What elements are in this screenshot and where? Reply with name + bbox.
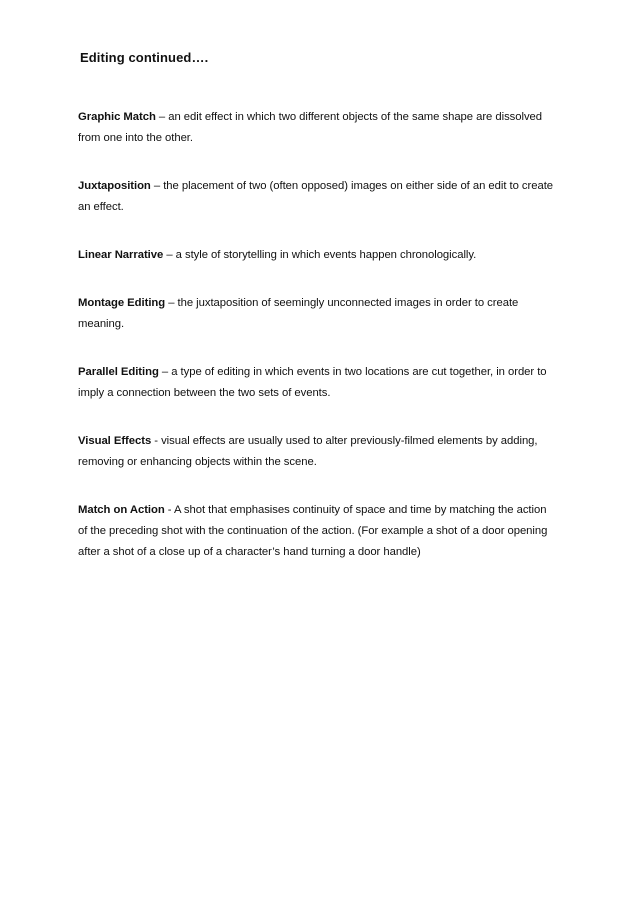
glossary-separator: – <box>158 366 172 378</box>
glossary-definition: A shot that emphasises continuity of space and time by matching the action of the preceding shot with the continuation of the action. (For example a shot of a door opening after a shot of a close up of a character’s hand turning a door handle) <box>78 504 548 558</box>
glossary-entry-montage-editing <box>78 293 558 335</box>
glossary-entry-match-on-action <box>78 500 558 563</box>
glossary-separator: – <box>150 180 164 192</box>
glossary-definition: a style of storytelling in which events happen chronologically. <box>175 249 477 261</box>
glossary-separator: - <box>164 504 174 516</box>
glossary-definition: a type of editing in which events in two locations are cut together, in order to imply a connection between the two sets of events. <box>78 366 547 399</box>
glossary-term: Linear Narrative <box>78 249 164 261</box>
glossary-separator: – <box>165 297 178 309</box>
glossary-definition: the juxtaposition of seemingly unconnected images in order to create meaning. <box>78 297 519 330</box>
glossary-definition: visual effects are usually used to alter previously-filmed elements by adding, removing or enhancing objects within the scene. <box>78 435 538 468</box>
glossary-entry-graphic-match <box>78 107 558 149</box>
glossary-definition: an edit effect in which two different objects of the same shape are dissolved from one into the other. <box>78 111 543 144</box>
glossary-entry-linear-narrative <box>78 245 558 266</box>
page-title: Editing continued…. <box>80 50 209 65</box>
glossary-list <box>78 107 558 590</box>
glossary-separator: - <box>151 435 162 447</box>
glossary-definition: the placement of two (often opposed) images on either side of an edit to create an effect. <box>78 180 554 213</box>
glossary-separator: – <box>155 111 169 123</box>
glossary-term: Parallel Editing <box>78 366 159 378</box>
glossary-term: Juxtaposition <box>78 180 151 192</box>
glossary-term: Graphic Match <box>78 111 156 123</box>
glossary-term: Montage Editing <box>78 297 166 309</box>
glossary-separator: – <box>163 249 176 261</box>
glossary-term: Visual Effects <box>78 435 152 447</box>
glossary-entry-juxtaposition <box>78 176 558 218</box>
glossary-entry-visual-effects <box>78 431 558 473</box>
glossary-entry-parallel-editing <box>78 362 558 404</box>
glossary-term: Match on Action <box>78 504 165 516</box>
